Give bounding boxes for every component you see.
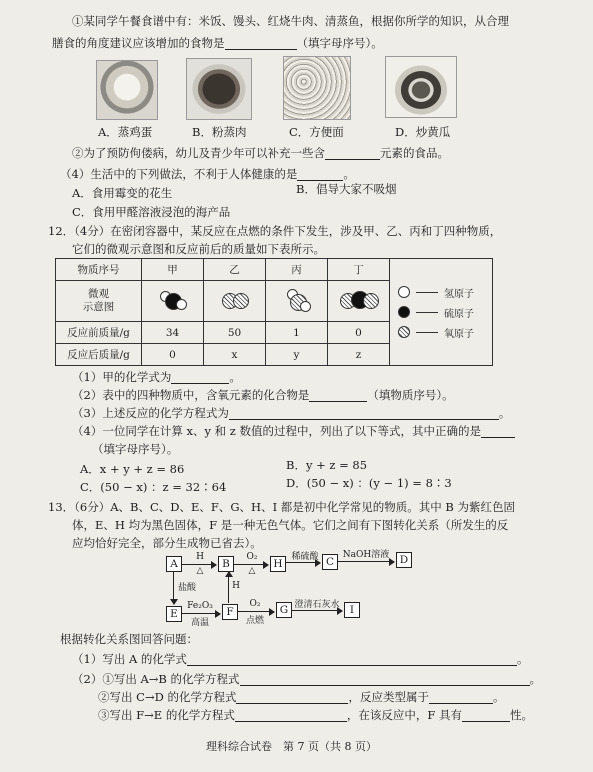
micro-label: 微观 示意图 [56, 281, 142, 322]
arrow-h-c [286, 562, 320, 563]
arrow-e-f [182, 613, 220, 614]
exam-page: ①某同学午餐食谱中有：米饭、馒头、红烧牛肉、清蒸鱼，根据你所学的知识，从合理 膳食的角度建议应该增加的食物是 （填字母序号）。 A．蒸鸡蛋 B．粉蒸肉 C．方便面 D．炒黄瓜 ②为了预防佝偻病，幼儿及青少年可以补充一些含 元素的食品。 （4）生活中的下列做法，不利于人体健康的是 。 A．食用霉变的花生 B．倡导大家不吸烟 C．食用甲醛溶液浸泡的海产品 12．（4分）在密闭容器中，某反应在点燃的条件下发生，涉及甲、乙、丙和丁四种物质， 它们的微观示意图和反应前后的质量如下表所示。 物质序号 甲 乙 丙 丁 氢原子 硫原子 氧原子 微观 示意图 反应前质量/g 34 50 1 0 反应后质量/g 0 x y z （1）甲的化学式为 。 （2）表中的四种物质中，含氧元素的化合物是 （填物质序号）。 （3）上述反应的化学方程式为 。 （4）一位同学在计算 x、y 和 z 数值的过程中，列出了以下等式，其中正确的是 （填字母序号）。 A．x + y + z = 86 B．y + z = 85 C．(50 − x) ：z = 32∶64 D．(50 − x) ：(y − 1) = 8∶3 13．（6分）A、B、C、D、E、F、G、H、I 都是初中化学常见的物质。其中 B 为紫红色固 体，E、H 均为黑色固体，F 是一种无色气体。它们之间有下图转化关系（所发生的反 应均恰好完全，部分生成物已省去）。 A B H C D E F G I H △ O₂ △ 稀硫酸 NaOH溶液 盐酸 H Fe₂O₃ 高温 O₂ 点燃 澄清石灰水 根据转化关系图回答问题： （1）写出 A 的化学式 。 （2）①写出 A→B 的化学方程式 。 ②写出 C→D 的化学方程式 ，反应类型属于 。 ③写出 F→E 的化学方程式 ，在该反应中，F 具有 性。 理科综合试卷 第 7 页（共 8 页） [0, 0, 593, 772]
q12-sub3: （3）上述反应的化学方程式为 。 [72, 406, 511, 420]
arrow-g-i [292, 610, 342, 611]
node-i: I [344, 602, 360, 618]
answer-blank[interactable] [325, 148, 380, 160]
answer-blank[interactable] [309, 390, 367, 402]
q12-option-b: B．y + z = 85 [286, 458, 368, 472]
table-cell: x [204, 344, 266, 366]
table-cell: 0 [328, 322, 390, 344]
answer-blank[interactable] [240, 674, 530, 686]
node-g: G [276, 602, 292, 618]
option-d-caption: D．炒黄瓜 [395, 125, 451, 139]
q13-part2c: ③写出 F→E 的化学方程式 ，在该反应中，F 具有 性。 [98, 708, 533, 722]
node-e: E [166, 606, 182, 622]
legend-row: 硫原子 [390, 302, 492, 322]
q11-option-b: B．倡导大家不吸烟 [296, 182, 397, 196]
table-header: 物质序号 [56, 259, 142, 281]
q11-line1: ①某同学午餐食谱中有：米饭、馒头、红烧牛肉、清蒸鱼，根据你所学的知识，从合理 [72, 14, 509, 28]
table-cell: 1 [266, 322, 328, 344]
q11-option-c: C．食用甲醛溶液浸泡的海产品 [72, 205, 231, 219]
white-circle-icon [398, 286, 410, 298]
q12-sub4-cont: （填字母序号）。 [92, 442, 179, 456]
q12-sub4: （4）一位同学在计算 x、y 和 z 数值的过程中，列出了以下等式，其中正确的是 [72, 424, 515, 438]
q12-option-a: A．x + y + z = 86 [80, 462, 185, 476]
option-c-caption: C．方便面 [289, 125, 344, 139]
node-b: B [218, 556, 234, 572]
q12-intro-1: 12．（4分）在密闭容器中，某反应在点燃的条件下发生，涉及甲、乙、丙和丁四种物质， [48, 224, 502, 238]
legend-row: 氧原子 [390, 322, 492, 342]
q12-sub1: （1）甲的化学式为 。 [72, 370, 241, 384]
hatched-circle-icon [398, 326, 410, 338]
molecule-yi [204, 281, 266, 322]
black-circle-icon [398, 306, 410, 318]
table-cell: z [328, 344, 390, 366]
table-cell: 50 [204, 322, 266, 344]
instant-noodles-photo [283, 56, 351, 120]
steamed-pork-photo [186, 58, 252, 120]
table-header: 丙 [266, 259, 328, 281]
arrow-f-g [238, 611, 274, 612]
answer-blank[interactable] [297, 169, 343, 181]
answer-blank[interactable] [171, 372, 229, 384]
arrow-b-h [234, 564, 268, 565]
q13-part2a: （2）①写出 A→B 的化学方程式 。 [72, 672, 542, 686]
answer-blank[interactable] [187, 654, 517, 666]
table-header: 乙 [204, 259, 266, 281]
node-a: A [166, 556, 182, 572]
table-cell: y [266, 344, 328, 366]
q12-option-c: C．(50 − x) ：z = 32∶64 [80, 480, 227, 494]
atom-legend [390, 259, 493, 366]
answer-blank[interactable] [236, 692, 348, 704]
node-d: D [396, 552, 412, 568]
answer-blank[interactable] [225, 38, 297, 50]
after-label: 反应后质量/g [56, 344, 142, 366]
arrow-a-e [173, 571, 174, 604]
q12-option-d: D．(50 − x) ：(y − 1) = 8∶3 [286, 476, 452, 490]
q13-prompt: 根据转化关系图回答问题： [60, 632, 198, 646]
answer-blank[interactable] [235, 710, 347, 722]
table-cell: 34 [142, 322, 204, 344]
legend-row: 氢原子 [390, 282, 492, 302]
arrow-f-b [228, 572, 229, 603]
q13-intro-2: 体，E、H 均为黑色固体，F 是一种无色气体。它们之间有下图转化关系（所发生的反 [72, 518, 509, 532]
arrow-c-d [338, 561, 394, 562]
q13-intro-1: 13．（6分）A、B、C、D、E、F、G、H、I 都是初中化学常见的物质。其中 B 为紫红色固 [48, 500, 516, 514]
answer-blank[interactable] [229, 408, 499, 420]
stir-fried-cucumber-photo [385, 56, 457, 118]
arrow-a-b [182, 564, 216, 565]
q12-table [55, 258, 493, 366]
option-a-caption: A．蒸鸡蛋 [98, 125, 153, 139]
node-f: F [222, 604, 238, 620]
q11-line4: （4）生活中的下列做法，不利于人体健康的是 。 [60, 167, 355, 181]
table-cell: 0 [142, 344, 204, 366]
q11-line2: 膳食的角度建议应该增加的食物是 （填字母序号）。 [52, 36, 383, 50]
q12-intro-2: 它们的微观示意图和反应前后的质量如下表所示。 [72, 242, 325, 256]
table-header: 甲 [142, 259, 204, 281]
before-label: 反应前质量/g [56, 322, 142, 344]
q13-part2b: ②写出 C→D 的化学方程式 ，反应类型属于 。 [98, 690, 505, 704]
steamed-egg-photo [96, 60, 158, 120]
answer-blank[interactable] [429, 692, 493, 704]
page-footer: 理科综合试卷 第 7 页（共 8 页） [206, 740, 377, 753]
q12-sub2: （2）表中的四种物质中，含氧元素的化合物是 （填物质序号）。 [72, 388, 454, 402]
table-header: 丁 [328, 259, 390, 281]
answer-blank[interactable] [481, 426, 515, 438]
molecule-jia [142, 281, 204, 322]
q11-line3: ②为了预防佝偻病，幼儿及青少年可以补充一些含 元素的食品。 [72, 146, 449, 160]
molecule-ding [328, 281, 390, 322]
answer-blank[interactable] [462, 710, 510, 722]
q13-part1: （1）写出 A 的化学式 。 [72, 652, 529, 666]
molecule-bing [266, 281, 328, 322]
q11-option-a: A．食用霉变的花生 [72, 186, 173, 200]
node-h: H [270, 556, 286, 572]
q13-intro-3: 应均恰好完全，部分生成物已省去）。 [72, 536, 262, 550]
option-b-caption: B．粉蒸肉 [192, 125, 247, 139]
node-c: C [322, 554, 338, 570]
